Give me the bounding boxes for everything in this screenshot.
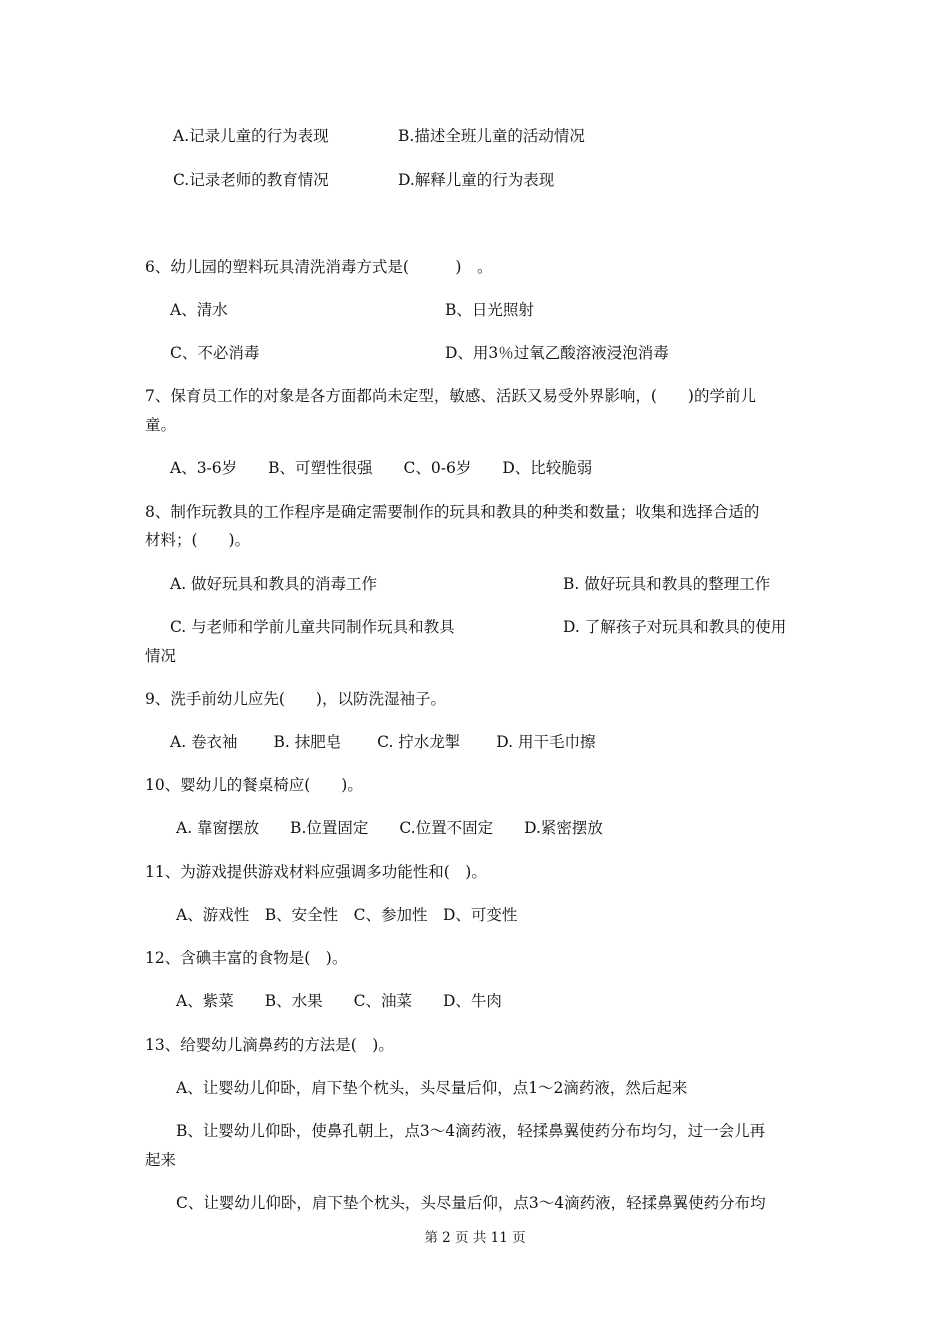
q11-options: A、游戏性 B、安全性 C、参加性 D、可变性 [176, 906, 518, 924]
q8-option-d: D. 了解孩子对玩具和教具的使用 [563, 618, 787, 636]
q7-stem-line2: 童。 [145, 416, 177, 434]
q8-option-c: C. 与老师和学前儿童共同制作玩具和教具 [170, 618, 455, 636]
q6-option-a: A、清水 [170, 301, 228, 319]
q7-stem-line1: 7、保育员工作的对象是各方面都尚未定型，敏感、活跃又易受外界影响，( )的学前儿 [145, 387, 756, 405]
q13-option-b-line2: 起来 [145, 1151, 177, 1169]
q10-stem: 10、婴幼儿的餐桌椅应( )。 [145, 776, 363, 794]
q9-stem: 9、洗手前幼儿应先( )，以防洗湿袖子。 [145, 690, 446, 708]
q7-options: A、3-6岁 B、可塑性很强 C、0-6岁 D、比较脆弱 [170, 459, 593, 477]
q5-option-b: B.描述全班儿童的活动情况 [398, 127, 585, 145]
q5-option-d: D.解释儿童的行为表现 [398, 171, 555, 189]
q8-stem-line1: 8、制作玩教具的工作程序是确定需要制作的玩具和教具的种类和数量；收集和选择合适的 [145, 503, 760, 521]
q8-option-a: A. 做好玩具和教具的消毒工作 [170, 575, 378, 593]
q6-option-c: C、不必消毒 [170, 344, 260, 362]
q13-option-a: A、让婴幼儿仰卧，肩下垫个枕头，头尽量后仰，点1～2滴药液，然后起来 [176, 1079, 688, 1097]
q9-options: A. 卷衣袖 B. 抹肥皂 C. 拧水龙掣 D. 用干毛巾擦 [170, 733, 596, 751]
q12-options: A、紫菜 B、水果 C、油菜 D、牛肉 [176, 992, 502, 1010]
q13-stem: 13、给婴幼儿滴鼻药的方法是( )。 [145, 1036, 394, 1054]
q6-stem: 6、幼儿园的塑料玩具清洗消毒方式是( ) 。 [145, 258, 493, 276]
q8-option-b: B. 做好玩具和教具的整理工作 [563, 575, 771, 593]
q5-option-a: A.记录儿童的行为表现 [173, 127, 329, 145]
q6-option-d: D、用3％过氧乙酸溶液浸泡消毒 [445, 344, 669, 362]
page-number-footer: 第 2 页 共 11 页 [424, 1230, 526, 1246]
q6-option-b: B、日光照射 [445, 301, 534, 319]
q13-option-b-line1: B、让婴幼儿仰卧，使鼻孔朝上，点3～4滴药液，轻揉鼻翼使药分布均匀，过一会儿再 [176, 1122, 766, 1140]
q8-option-d-continued: 情况 [145, 647, 177, 665]
q10-options: A. 靠窗摆放 B.位置固定 C.位置不固定 D.紧密摆放 [176, 819, 603, 837]
q11-stem: 11、为游戏提供游戏材料应强调多功能性和( )。 [145, 863, 487, 881]
q5-option-c: C.记录老师的教育情况 [173, 171, 329, 189]
q12-stem: 12、含碘丰富的食物是( )。 [145, 949, 348, 967]
q8-stem-line2: 材料；( )。 [145, 531, 251, 549]
q13-option-c-line1: C、让婴幼儿仰卧，肩下垫个枕头，头尽量后仰，点3～4滴药液，轻揉鼻翼使药分布均 [176, 1194, 766, 1212]
